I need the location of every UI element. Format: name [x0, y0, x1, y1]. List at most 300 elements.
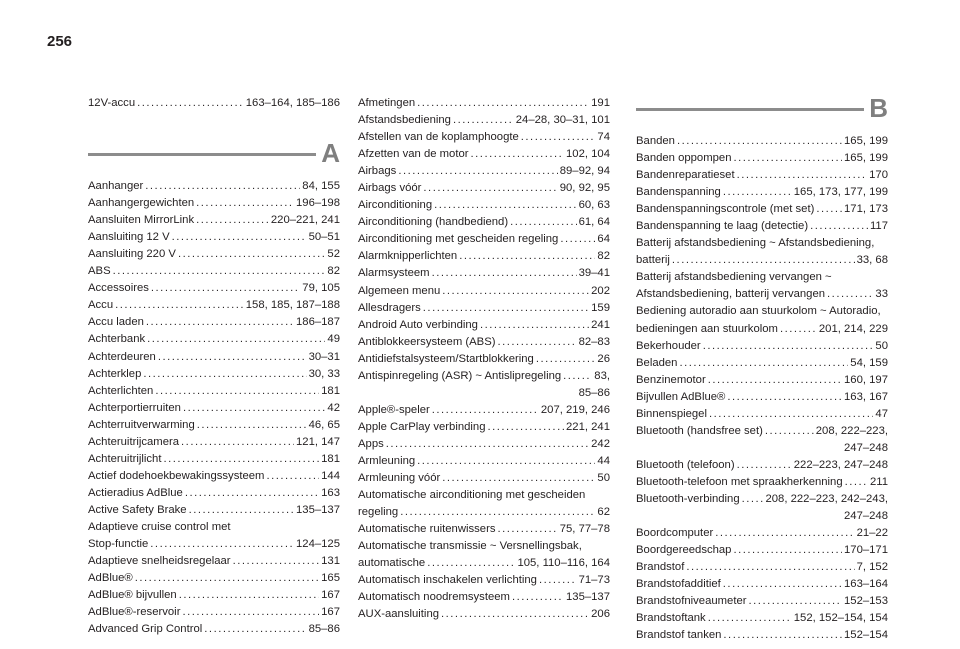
entry-pages: 46, 65	[308, 418, 340, 431]
dot-leader	[672, 252, 855, 269]
index-entry	[358, 555, 610, 572]
entry-pages: 206	[591, 608, 610, 621]
entry-term: Airbags vóór	[358, 182, 422, 195]
entry-term: batterij	[636, 254, 670, 267]
entry-term: Android Auto verbinding	[358, 318, 478, 331]
entry-term: Afstellen van de koplamphoogte	[358, 131, 519, 144]
dot-leader	[147, 331, 325, 348]
index-entry	[636, 235, 888, 252]
index-entry	[636, 133, 888, 150]
entry-pages: 181	[321, 384, 340, 397]
entry-pages: 33	[875, 288, 888, 301]
entry-pages: 30, 33	[308, 367, 340, 380]
entry-term: Automatische ruitenwissers	[358, 523, 496, 536]
entry-term: Apps	[358, 437, 384, 450]
dot-leader	[113, 263, 326, 280]
entry-term: Brandstoftank	[636, 612, 706, 625]
index-entry	[358, 197, 610, 214]
entry-pages: 74	[597, 131, 610, 144]
dot-leader	[723, 627, 842, 644]
entry-pages: 84, 155	[302, 180, 340, 193]
entry-pages: 54, 159	[850, 356, 888, 369]
entry-term: Beladen	[636, 356, 678, 369]
entry-pages: 222–223, 247–248	[793, 458, 888, 471]
entry-pages: 49	[327, 333, 340, 346]
dot-leader	[733, 150, 842, 167]
entry-term: Bluetooth-verbinding	[636, 492, 740, 505]
index-entry	[88, 314, 340, 331]
index-entry	[358, 504, 610, 521]
entry-pages: 62	[597, 506, 610, 519]
entry-term: Antidiefstalsysteem/Startblokkering	[358, 352, 534, 365]
entry-term: Aansluiten MirrorLink	[88, 214, 195, 227]
index-entry	[358, 538, 610, 555]
entry-term: Algemeen menu	[358, 284, 441, 297]
entry-pages: 64	[597, 233, 610, 246]
index-entry	[88, 229, 340, 246]
entry-term: Batterij afstandsbediening vervangen ~	[636, 271, 832, 284]
entry-pages: 30–31	[308, 350, 340, 363]
index-entry	[88, 434, 340, 451]
dot-leader	[442, 283, 589, 300]
index-entry	[88, 621, 340, 638]
index-entry	[358, 163, 610, 180]
dot-leader	[427, 555, 515, 572]
dot-leader	[145, 178, 300, 195]
entry-pages: 170–171	[844, 544, 888, 557]
dot-leader	[417, 95, 589, 112]
dot-leader	[196, 212, 269, 229]
dot-leader	[765, 423, 814, 440]
entry-term: Aanhangergewichten	[88, 197, 195, 210]
entry-term: regeling	[358, 506, 399, 519]
entry-term: Accu	[88, 299, 114, 312]
index-entry	[88, 331, 340, 348]
dot-leader	[183, 400, 325, 417]
index-entry	[636, 355, 888, 372]
entry-term: Adaptieve cruise control met	[88, 520, 231, 533]
dot-leader	[723, 184, 792, 201]
entry-pages: 52	[327, 248, 340, 261]
entry-term: ABS	[88, 265, 111, 278]
entry-pages: 163–164	[844, 578, 888, 591]
index-entry	[358, 402, 610, 419]
entry-pages: 89–92, 94	[559, 165, 610, 178]
index-entry	[636, 610, 888, 627]
dot-leader	[816, 201, 842, 218]
index-entry	[636, 372, 888, 389]
dot-leader	[434, 197, 576, 214]
entry-pages: 211	[869, 475, 888, 488]
index-entry	[88, 212, 340, 229]
entry-pages: 124–125	[296, 538, 340, 551]
index-entry	[88, 178, 340, 195]
dot-leader	[727, 389, 842, 406]
entry-pages: 242	[591, 437, 610, 450]
dot-leader	[158, 349, 307, 366]
entry-term: Aansluiting 220 V	[88, 248, 176, 261]
entry-term: Allesdragers	[358, 301, 421, 314]
entry-pages: 159	[591, 301, 610, 314]
dot-leader	[539, 572, 577, 589]
entry-pages: 50–51	[308, 231, 340, 244]
index-entry	[636, 252, 888, 269]
entry-term: Brandstofadditief	[636, 578, 721, 591]
page-number: 256	[47, 33, 73, 50]
index-entry	[88, 246, 340, 263]
entry-term: Alarmsysteem	[358, 267, 430, 280]
entry-term: Achterklep	[88, 367, 142, 380]
dot-leader	[432, 265, 577, 282]
entry-term: Bediening autoradio aan stuurkolom ~ Autoradio,	[636, 305, 881, 318]
index-entry	[88, 536, 340, 553]
index-entry	[358, 300, 610, 317]
index-entry	[358, 146, 610, 163]
index-entry	[636, 440, 888, 457]
entry-term: Binnenspiegel	[636, 407, 707, 420]
section-header-a	[88, 138, 340, 169]
index-entry	[636, 508, 888, 525]
entry-term: AdBlue®	[88, 572, 133, 585]
entry-term: Accessoires	[88, 282, 149, 295]
entry-term: Bijvullen AdBlue®	[636, 390, 726, 403]
dot-leader	[560, 231, 595, 248]
dot-leader	[181, 434, 294, 451]
entry-term: Armleuning	[358, 454, 416, 467]
index-entry	[88, 451, 340, 468]
section-letter: B	[869, 93, 888, 123]
index-entry	[358, 436, 610, 453]
dot-leader	[709, 406, 873, 423]
entry-pages: 7, 152	[856, 561, 888, 574]
index-entry	[636, 525, 888, 542]
entry-term: Benzinemotor	[636, 373, 706, 386]
dot-leader	[400, 504, 595, 521]
index-entries-top	[88, 95, 340, 112]
entry-pages: 60, 63	[578, 199, 610, 212]
entry-term: Bandenreparatieset	[636, 169, 735, 182]
entry-term: Achteruitrijcamera	[88, 435, 180, 448]
entry-term: 12V-accu	[88, 97, 136, 109]
index-entry	[88, 349, 340, 366]
entry-term: Achterruitverwarming	[88, 418, 195, 431]
entry-pages: 33, 68	[856, 254, 888, 267]
dot-leader	[510, 214, 576, 231]
entry-term: Adaptieve snelheidsregelaar	[88, 555, 231, 568]
dot-leader	[708, 372, 842, 389]
index-entry	[636, 627, 888, 644]
entry-pages: 135–137	[296, 503, 340, 516]
index-entry	[88, 519, 340, 536]
index-entry	[358, 231, 610, 248]
entry-pages: 42	[327, 401, 340, 414]
dot-leader	[189, 502, 294, 519]
dot-leader	[178, 246, 325, 263]
index-entry	[358, 283, 610, 300]
entry-term: Banden	[636, 135, 675, 147]
index-entry	[636, 389, 888, 406]
section-rule	[88, 153, 316, 156]
dot-leader	[442, 470, 595, 487]
entry-term: AdBlue®-reservoir	[88, 606, 181, 619]
entry-term: Brandstofniveaumeter	[636, 595, 747, 608]
entry-term: Achterdeuren	[88, 350, 156, 363]
entry-pages: 79, 105	[302, 282, 340, 295]
index-entry	[636, 406, 888, 423]
dot-leader	[155, 383, 319, 400]
index-entry	[358, 180, 610, 197]
dot-leader	[498, 521, 558, 538]
index-entry	[358, 606, 610, 623]
index-entry	[358, 368, 610, 385]
index-entry	[636, 150, 888, 167]
entry-term: Alarmknipperlichten	[358, 250, 458, 263]
index-entry	[88, 553, 340, 570]
index-entry	[358, 470, 610, 487]
entry-term: Bluetooth (telefoon)	[636, 458, 735, 471]
index-entry	[636, 269, 888, 286]
entry-term: Boordgereedschap	[636, 544, 732, 557]
index-entry	[88, 587, 340, 604]
entry-term: Brandstof tanken	[636, 629, 722, 642]
entry-pages: 82	[327, 265, 340, 278]
index-entry	[636, 286, 888, 303]
index-entry	[636, 457, 888, 474]
index-entry	[636, 474, 888, 491]
dot-leader	[737, 167, 868, 184]
dot-leader	[780, 321, 817, 338]
index-entry	[358, 112, 610, 129]
index-entry	[88, 400, 340, 417]
dot-leader	[137, 95, 244, 112]
entry-term: Banden oppompen	[636, 152, 732, 165]
entry-pages: 181	[321, 452, 340, 465]
index-entry	[358, 419, 610, 436]
entry-pages: 207, 219, 246	[540, 403, 610, 416]
entry-term: Achterportierruiten	[88, 401, 181, 414]
index-entry	[358, 453, 610, 470]
entry-term: Accu laden	[88, 316, 144, 329]
entry-term: Bekerhouder	[636, 339, 701, 352]
index-entry	[636, 218, 888, 235]
entry-pages: 170	[869, 169, 888, 182]
dot-leader	[845, 474, 868, 491]
dot-leader	[197, 417, 307, 434]
entry-term: Advanced Grip Control	[88, 623, 203, 636]
entry-pages: 208, 222–223, 242–243,	[765, 492, 888, 505]
index-entry	[358, 589, 610, 606]
index-entry	[358, 317, 610, 334]
entry-term: Automatische airconditioning met gescheiden	[358, 489, 586, 502]
index-entry	[358, 385, 610, 402]
dot-leader	[677, 133, 842, 150]
dot-leader	[715, 525, 854, 542]
entry-pages: 163	[321, 486, 340, 499]
entry-pages: 196–198	[296, 197, 340, 210]
dot-leader	[423, 180, 557, 197]
entry-pages: 167	[321, 606, 340, 619]
dot-leader	[417, 453, 595, 470]
dot-leader	[182, 604, 319, 621]
index-entry	[358, 572, 610, 589]
entry-pages: 208, 222–223,	[815, 424, 888, 437]
index-entry	[636, 184, 888, 201]
dot-leader	[742, 491, 764, 508]
dot-leader	[536, 351, 596, 368]
entry-term: Aanhanger	[88, 180, 144, 193]
index-entry	[88, 502, 340, 519]
index-entry	[88, 570, 340, 587]
entry-pages: 220–221, 241	[270, 214, 340, 227]
index-entry	[358, 95, 610, 112]
entry-pages: 47	[875, 407, 888, 420]
dot-leader	[487, 419, 564, 436]
index-column-3	[636, 95, 888, 644]
dot-leader	[723, 576, 842, 593]
index-entry	[88, 263, 340, 280]
entry-pages: 144	[321, 469, 340, 482]
index-entry	[358, 487, 610, 504]
entry-term: Automatische transmissie ~ Versnellingsbak,	[358, 540, 582, 553]
entry-pages: 82–83	[578, 335, 610, 348]
entry-term: Achterlichten	[88, 384, 154, 397]
entry-term: Automatisch inschakelen verlichting	[358, 574, 537, 587]
entry-pages: 71–73	[578, 574, 610, 587]
entry-term: Bandenspanningscontrole (met set)	[636, 203, 815, 216]
entry-term: Afzetten van de motor	[358, 148, 469, 161]
section-header-b	[636, 93, 888, 123]
dot-leader	[146, 314, 294, 331]
dot-leader	[196, 195, 294, 212]
dot-leader	[703, 338, 874, 355]
entry-pages: 152–153	[844, 595, 888, 608]
index-entry	[636, 303, 888, 320]
entry-term: Boordcomputer	[636, 527, 714, 540]
index-entry	[358, 129, 610, 146]
index-entry	[358, 351, 610, 368]
entry-term: Stop-functie	[88, 538, 149, 551]
index-entry	[636, 338, 888, 355]
index-entry	[636, 593, 888, 610]
dot-leader	[172, 229, 307, 246]
dot-leader	[749, 593, 842, 610]
entry-pages: 158, 185, 187–188	[245, 299, 340, 312]
entry-pages: 247–248	[844, 510, 888, 523]
entry-pages: 163–164, 185–186	[245, 97, 340, 109]
dot-leader	[423, 300, 589, 317]
dot-leader	[480, 317, 589, 334]
entry-term: AdBlue® bijvullen	[88, 589, 177, 602]
entry-term: Achterbank	[88, 333, 146, 346]
entry-pages: 121, 147	[296, 435, 340, 448]
entry-pages: 241	[591, 318, 610, 331]
entry-term: Apple®-speler	[358, 403, 430, 416]
entry-term: Aansluiting 12 V	[88, 231, 170, 244]
entry-pages: 21–22	[856, 527, 888, 540]
entry-pages: 167	[321, 589, 340, 602]
entry-pages: 105, 110–116, 164	[517, 557, 610, 570]
dot-leader	[827, 286, 873, 303]
dot-leader	[432, 402, 539, 419]
index-entries-a-cont	[358, 95, 610, 623]
index-column-1	[88, 95, 340, 638]
index-entry	[358, 265, 610, 282]
index-entry	[88, 366, 340, 383]
dot-leader	[204, 621, 306, 638]
entry-term: Bluetooth-telefoon met spraakherkenning	[636, 475, 843, 488]
entry-term: automatische	[358, 557, 426, 570]
entry-pages: 160, 197	[844, 373, 888, 386]
entry-pages: 221, 241	[566, 420, 610, 433]
entry-pages: 82	[597, 250, 610, 263]
entry-pages: 152, 152–154, 154	[793, 612, 888, 625]
dot-leader	[135, 570, 319, 587]
dot-leader	[453, 112, 514, 129]
dot-leader	[143, 366, 306, 383]
section-letter: A	[321, 138, 340, 169]
index-entry	[88, 417, 340, 434]
entry-pages: 165, 173, 177, 199	[793, 186, 888, 199]
dot-leader	[163, 451, 319, 468]
dot-leader	[679, 355, 848, 372]
dot-leader	[521, 129, 596, 146]
dot-leader	[233, 553, 320, 570]
entry-pages: 165, 199	[844, 152, 888, 165]
section-rule	[636, 108, 864, 111]
dot-leader	[151, 280, 300, 297]
entry-pages: 165, 199	[844, 135, 888, 147]
dot-leader	[708, 610, 792, 627]
index-entries-a	[88, 178, 340, 638]
index-entry	[358, 214, 610, 231]
dot-leader	[386, 436, 589, 453]
entry-pages: 90, 92, 95	[559, 182, 610, 195]
entry-pages: 83,	[594, 369, 610, 382]
index-entry	[636, 491, 888, 508]
index-entry	[88, 468, 340, 485]
entry-term: Antispinregeling (ASR) ~ Antislipregeling	[358, 369, 562, 382]
dot-leader	[498, 334, 577, 351]
entry-pages: 191	[591, 97, 610, 109]
dot-leader	[115, 297, 244, 314]
entry-pages: 165	[321, 572, 340, 585]
dot-leader	[459, 248, 595, 265]
index-entry	[636, 423, 888, 440]
index-entry	[88, 297, 340, 314]
dot-leader	[150, 536, 294, 553]
entry-pages: 61, 64	[578, 216, 610, 229]
entry-pages: 186–187	[296, 316, 340, 329]
dot-leader	[441, 606, 589, 623]
dot-leader	[266, 468, 319, 485]
entry-pages: 202	[591, 284, 610, 297]
dot-leader	[185, 485, 319, 502]
entry-term: Armleuning vóór	[358, 472, 441, 485]
entry-pages: 85–86	[308, 623, 340, 636]
entry-pages: 135–137	[566, 591, 610, 604]
index-entry	[358, 521, 610, 538]
index-entry	[636, 576, 888, 593]
entry-pages: 50	[597, 472, 610, 485]
index-entry	[88, 485, 340, 502]
dot-leader	[471, 146, 564, 163]
entry-term: Achteruitrijlicht	[88, 452, 162, 465]
entry-term: Automatisch noodremsysteem	[358, 591, 510, 604]
entry-pages: 247–248	[844, 441, 888, 454]
index-entry	[88, 195, 340, 212]
entry-pages: 50	[875, 339, 888, 352]
entry-term: AUX-aansluiting	[358, 608, 440, 621]
